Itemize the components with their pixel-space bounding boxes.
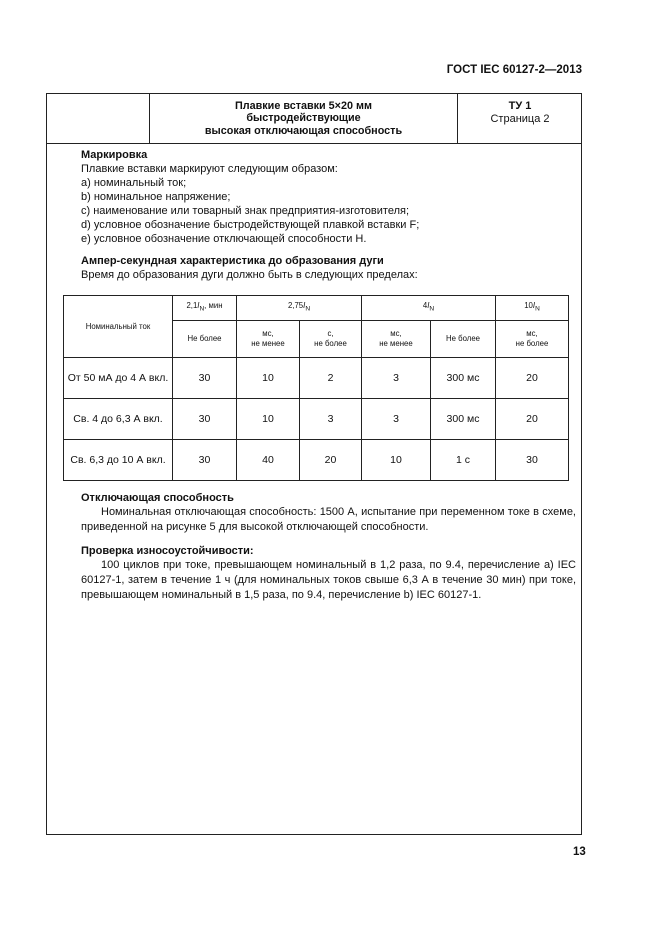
breaking-text: Номинальная отключающая способность: 1500 А, испытание при переменном токе в схеме, приведенной на рисунке 5 для высокой отключающей способности. bbox=[81, 506, 576, 533]
marking-item: a) номинальный ток; bbox=[81, 177, 187, 189]
marking-intro: Плавкие вставки маркируют следующим образом: bbox=[81, 163, 338, 175]
row-label: Св. 4 до 6,3 А вкл. bbox=[64, 399, 173, 440]
table-row bbox=[64, 358, 569, 399]
arc-time-table bbox=[63, 295, 569, 481]
limit-cell: Не более bbox=[173, 321, 237, 358]
table-cell: 2 bbox=[300, 358, 362, 399]
title-line: Плавкие вставки 5×20 мм bbox=[235, 99, 372, 112]
sheet-frame bbox=[46, 93, 582, 835]
group-header: $2,1I_N$, мин bbox=[173, 296, 237, 321]
arc-intro: Время до образования дуги должно быть в следующих пределах: bbox=[81, 269, 418, 281]
table-cell: 30 bbox=[173, 440, 237, 481]
document-code: ГОСТ IEC 60127-2—2013 bbox=[446, 64, 582, 76]
row-label: Св. 6,3 до 10 А вкл. bbox=[64, 440, 173, 481]
endurance-heading: Проверка износоустойчивости: bbox=[81, 545, 254, 557]
table-cell: 10 bbox=[237, 399, 300, 440]
sheet-header bbox=[47, 94, 581, 144]
row-header-cell: Номинальный ток bbox=[64, 296, 173, 358]
table-cell: 40 bbox=[237, 440, 300, 481]
group-header: $10I_N$ bbox=[496, 296, 569, 321]
limit-cell: с, не более bbox=[300, 321, 362, 358]
sheet-page: Страница 2 bbox=[490, 112, 550, 125]
arc-heading: Ампер-секундная характеристика до образования дуги bbox=[81, 255, 384, 267]
limit-cell: мс, не менее bbox=[237, 321, 300, 358]
limit-cell: Не более bbox=[431, 321, 496, 358]
table-cell: 20 bbox=[300, 440, 362, 481]
limit-cell: мс, не менее bbox=[362, 321, 431, 358]
breaking-heading: Отключающая способность bbox=[81, 492, 234, 504]
page-number: 13 bbox=[573, 846, 586, 858]
endurance-text: 100 циклов при токе, превышающем номинальный в 1,2 раза, по 9.4, перечисление a) IEC 60127-1, затем в течение 1 ч (для номинальных токов свыше 6,3 А в течение 30 мин) при токе, превышающем номинальный в 1,5 раза, по 9.4, перечисление b) IEC 60127-1. bbox=[81, 559, 576, 601]
table-cell: 10 bbox=[237, 358, 300, 399]
header-title bbox=[150, 94, 458, 143]
table-row bbox=[64, 399, 569, 440]
marking-item: b) номинальное напряжение; bbox=[81, 191, 231, 203]
table-cell: 10 bbox=[362, 440, 431, 481]
limit-cell: мс, не более bbox=[496, 321, 569, 358]
marking-item: c) наименование или товарный знак предприятия-изготовителя; bbox=[81, 205, 409, 217]
header-sheet-info bbox=[459, 94, 581, 143]
table-cell: 20 bbox=[496, 399, 569, 440]
marking-item: d) условное обозначение быстродействующей плавкой вставки F; bbox=[81, 219, 420, 231]
table-header-row bbox=[64, 296, 569, 321]
table-cell: 30 bbox=[496, 440, 569, 481]
table-cell: 300 мс bbox=[431, 399, 496, 440]
group-header: $4I_N$ bbox=[362, 296, 496, 321]
table-cell: 3 bbox=[362, 358, 431, 399]
sheet-code: ТУ 1 bbox=[508, 100, 532, 112]
group-header: $2,75I_N$ bbox=[237, 296, 362, 321]
row-label: От 50 мА до 4 А вкл. bbox=[64, 358, 173, 399]
table-cell: 3 bbox=[362, 399, 431, 440]
table-cell: 3 bbox=[300, 399, 362, 440]
table-cell: 300 мс bbox=[431, 358, 496, 399]
title-line: высокая отключающая способность bbox=[204, 124, 403, 137]
table-cell: 30 bbox=[173, 358, 237, 399]
marking-heading: Маркировка bbox=[81, 149, 148, 161]
table-row bbox=[64, 440, 569, 481]
table-cell: 30 bbox=[173, 399, 237, 440]
title-line: быстродействующие bbox=[246, 112, 361, 125]
marking-item: e) условное обозначение отключающей способности H. bbox=[81, 233, 367, 245]
table-cell: 20 bbox=[496, 358, 569, 399]
table-cell: 1 с bbox=[431, 440, 496, 481]
header-empty-cell bbox=[47, 94, 150, 143]
